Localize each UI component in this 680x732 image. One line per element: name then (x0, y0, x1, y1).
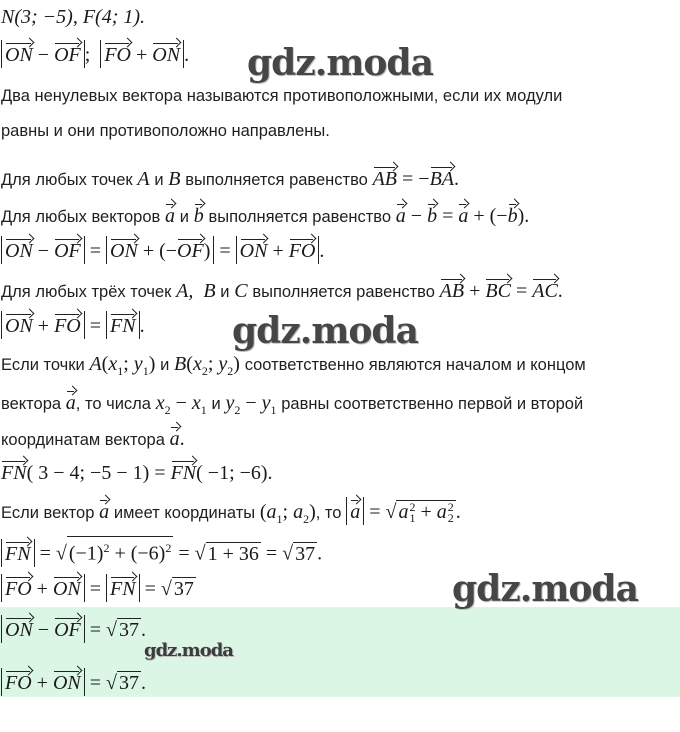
rule-points-ab: Для любых точек A и B выполняется равенство AB = −BA. (1, 164, 459, 193)
rule-vectors: Для любых векторов a и b выполняется равенство a − b = a + (−b). (1, 201, 529, 230)
rule-coords-1: Если точки $A(x_1$; $y_1$) и $B(x_2$; $y_2$) соответственно являются началом и концом (1, 353, 586, 378)
rule-coords-3: координатам вектора a. (1, 424, 185, 453)
watermark-logo: gdz.moda (144, 640, 233, 661)
watermark-logo: gdz.moda (247, 42, 433, 84)
step-difference: ON − OF = ON + (−OF) = ON + FO . (1, 236, 324, 264)
vector-fn-coordinates: FN( 3 − 4; −5 − 1) = FN( −1; −6). (1, 458, 273, 486)
rule-triangle: Для любых трёх точек A, B и C выполняется равенство AB + BC = AC. (1, 276, 563, 305)
rule-length: Если вектор a имеет координаты ($a_1$; $a_2$), то a = √ a 2 1 + a 2 2 . (1, 497, 461, 532)
watermark-logo: gdz.moda (452, 568, 638, 610)
answer-difference: ON − OF = √ 37 . (1, 615, 146, 643)
length-calculation: FN = √ $(-1)^2 + (-6)^2$ = √ 1 + 36 = √ 37 . (1, 536, 322, 567)
task-expressions: ON − OF ; FO + ON . (1, 40, 189, 68)
answer-sum: FO + ON = √ 37 . (1, 668, 146, 696)
step-sum: ON + FO = FN . (1, 311, 145, 339)
watermark-logo: gdz.moda (232, 310, 418, 352)
definition-line-1: Два ненулевых вектора называются противоположными, если их модули (1, 87, 563, 105)
definition-line-2: равны и они противоположно направлены. (1, 122, 330, 140)
rule-coords-2: вектора a, то числа $x_2 - x_1$ и $y_2 - y_1$ равны соответственно первой и второй (1, 388, 583, 423)
length-result-sum: FO + ON = FN = √ 37 (1, 574, 196, 602)
given-points: N(3; −5), F(4; 1). (1, 6, 146, 28)
